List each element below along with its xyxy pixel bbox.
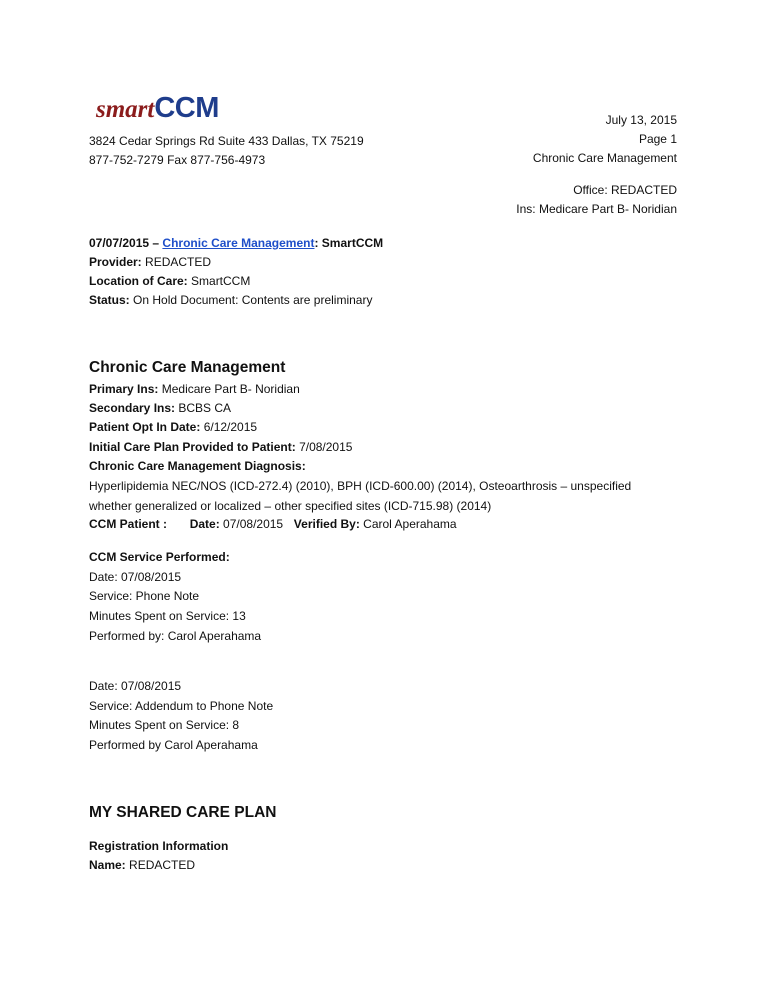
encounter-date: 07/07/2015 – <box>89 236 160 250</box>
logo-ccm: CCM <box>154 92 219 124</box>
report-date: July 13, 2015 <box>605 113 677 127</box>
primary-ins-row <box>89 380 300 399</box>
name-value: REDACTED <box>129 858 196 872</box>
diagnosis-line-2: whether generalized or localized – other specified sites (ICD-715.98) (2014) <box>89 499 492 513</box>
location-label: Location of Care: <box>89 274 188 288</box>
verified-by-label: Verified By: <box>293 517 360 531</box>
registration-label: Registration Information <box>89 839 229 853</box>
verify-date-value: 07/08/2015 <box>223 517 284 531</box>
secondary-ins-value: BCBS CA <box>178 401 232 415</box>
encounter-heading <box>89 234 383 253</box>
office: Office: REDACTED <box>573 183 677 197</box>
shared-care-plan-title: MY SHARED CARE PLAN <box>89 804 277 821</box>
service-title <box>89 548 230 567</box>
insurance: Ins: Medicare Part B- Noridian <box>516 202 677 216</box>
service-heading: CCM Service Performed: <box>89 550 230 564</box>
diagnosis-line-1: Hyperlipidemia NEC/NOS (ICD-272.4) (2010), BPH (ICD-600.00) (2014), Osteoarthrosis – unspecified <box>89 479 632 493</box>
name-row <box>89 856 195 875</box>
service-1-minutes: Minutes Spent on Service: 13 <box>89 609 246 623</box>
service-1-performer: Performed by: Carol Aperahama <box>89 629 262 643</box>
opt-in-value: 6/12/2015 <box>203 420 258 434</box>
smartccm-logo <box>96 94 219 123</box>
provider-label: Provider: <box>89 255 142 269</box>
status-row <box>89 291 372 310</box>
service-1-type: Service: Phone Note <box>89 589 200 603</box>
ccm-patient-row <box>89 515 457 534</box>
chronic-care-link[interactable]: Chronic Care Management <box>162 236 315 250</box>
service-2-minutes: Minutes Spent on Service: 8 <box>89 718 240 732</box>
care-plan-value: 7/08/2015 <box>299 440 353 454</box>
encounter-suffix: : SmartCCM <box>314 236 384 250</box>
provider-value: REDACTED <box>145 255 212 269</box>
service-2-type: Service: Addendum to Phone Note <box>89 699 274 713</box>
care-plan-label: Initial Care Plan Provided to Patient: <box>89 440 296 454</box>
logo-smart: smart <box>96 96 155 123</box>
ccm-section-title: Chronic Care Management <box>89 359 286 376</box>
opt-in-label: Patient Opt In Date: <box>89 420 201 434</box>
status-label: Status: <box>89 293 130 307</box>
service-2-date: Date: 07/08/2015 <box>89 679 182 693</box>
location-row <box>89 272 250 291</box>
page-number: Page 1 <box>638 132 677 146</box>
location-value: SmartCCM <box>191 274 251 288</box>
primary-ins-value: Medicare Part B- Noridian <box>161 382 300 396</box>
verified-by-value: Carol Aperahama <box>363 517 457 531</box>
phone-fax: 877-752-7279 Fax 877-756-4973 <box>89 153 266 167</box>
care-plan-row <box>89 438 352 457</box>
document-type: Chronic Care Management <box>532 151 677 165</box>
service-2-performer: Performed by Carol Aperahama <box>89 738 258 752</box>
service-1-date: Date: 07/08/2015 <box>89 570 182 584</box>
status-value: On Hold Document: Contents are preliminary <box>133 293 373 307</box>
address: 3824 Cedar Springs Rd Suite 433 Dallas, TX 75219 <box>89 134 364 148</box>
secondary-ins-row <box>89 399 231 418</box>
provider-row <box>89 253 211 272</box>
verify-date-label: Date: <box>189 517 220 531</box>
registration-heading <box>89 837 228 856</box>
name-label: Name: <box>89 858 126 872</box>
diagnosis-heading: Chronic Care Management Diagnosis: <box>89 459 306 473</box>
diagnosis-label <box>89 457 306 476</box>
secondary-ins-label: Secondary Ins: <box>89 401 176 415</box>
ccm-patient-label: CCM Patient : <box>89 517 167 531</box>
primary-ins-label: Primary Ins: <box>89 382 159 396</box>
opt-in-row <box>89 418 257 437</box>
